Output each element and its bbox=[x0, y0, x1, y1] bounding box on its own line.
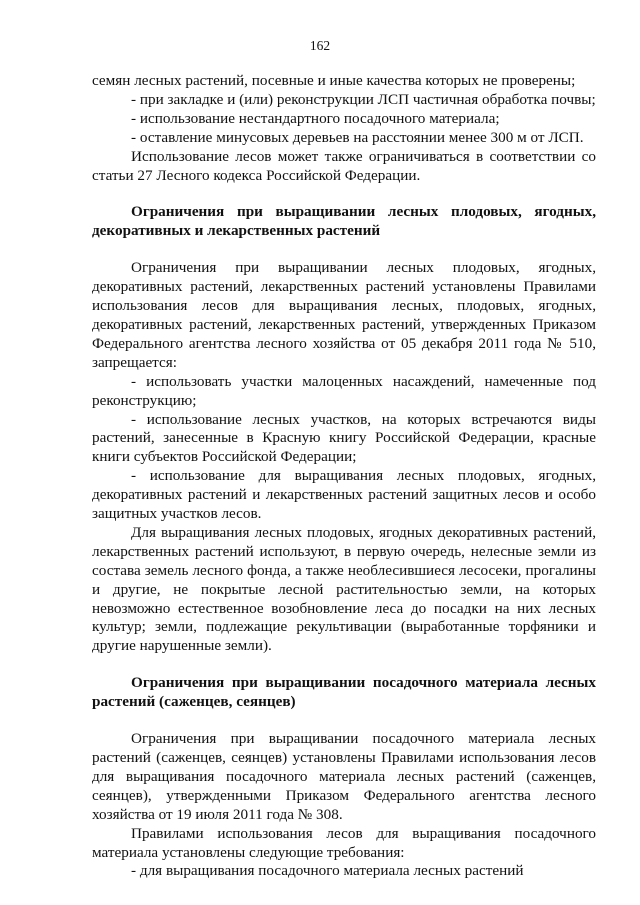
section-gap bbox=[92, 712, 596, 730]
paragraph: Использование лесов может также ограничиваться в соответствии со статьи 27 Лесного кодекса Российской Федерации. bbox=[92, 147, 596, 184]
paragraph: Правилами использования лесов для выращивания посадочного материала установлены следующие требования: bbox=[92, 824, 596, 861]
page-content bbox=[92, 72, 596, 881]
list-item: - использовать участки малоценных насаждений, намеченные под реконструкцию; bbox=[92, 372, 596, 409]
paragraph: Ограничения при выращивании лесных плодовых, ягодных, декоративных растений, лекарственных растений установлены Правилами использования лесов для выращивания лесных, плодовых, ягодных, декоративных растений, лекарственных растений, утвержденных Приказом Федерального агентства лесного хозяйства от 05 декабря 2011 года № 510, запрещается: bbox=[92, 259, 596, 371]
paragraph: Для выращивания лесных плодовых, ягодных декоративных растений, лекарственных растений используют, в первую очередь, нелесные земли из состава земель лесного фонда, а также необлесившиеся лесосеки, прогалины и другие, не покрытые лесной растительностью земли, на которых невозможно естественное возобновление леса до посадки на них лесных культур; земли, подлежащие рекультивации (выработанные торфяники и другие нарушенные земли). bbox=[92, 523, 596, 655]
section-heading: Ограничения при выращивании посадочного материала лесных растений (саженцев, сеянцев) bbox=[92, 674, 596, 711]
section-gap bbox=[92, 241, 596, 259]
section-heading: Ограничения при выращивании лесных плодовых, ягодных, декоративных и лекарственных растений bbox=[92, 203, 596, 240]
section-gap bbox=[92, 185, 596, 203]
section-gap bbox=[92, 656, 596, 674]
list-item: - оставление минусовых деревьев на расстоянии менее 300 м от ЛСП. bbox=[131, 128, 584, 146]
list-item: - использование для выращивания лесных плодовых, ягодных, декоративных растений и лекарственных растений защитных лесов и особо защитных участков лесов. bbox=[92, 467, 596, 523]
list-item: - использование нестандартного посадочного материала; bbox=[131, 109, 500, 127]
paragraph: Ограничения при выращивании посадочного материала лесных растений (саженцев, сеянцев) установлены Правилами использования лесов для выращивания посадочного материала лесных растений (саженцев, сеянцев), утвержденными Приказом Федерального агентства лесного хозяйства от 19 июля 2011 года № 308. bbox=[92, 730, 596, 823]
list-item: - использование лесных участков, на которых встречаются виды растений, занесенные в Красную книгу Российской Федерации, красные книги субъектов Российской Федерации; bbox=[92, 410, 596, 466]
list-item: - для выращивания посадочного материала лесных растений bbox=[131, 862, 524, 880]
list-item: - при закладке и (или) реконструкции ЛСП частичная обработка почвы; bbox=[131, 90, 596, 108]
page-number: 162 bbox=[309, 38, 331, 53]
paragraph: семян лесных растений, посевные и иные качества которых не проверены; bbox=[92, 72, 576, 89]
